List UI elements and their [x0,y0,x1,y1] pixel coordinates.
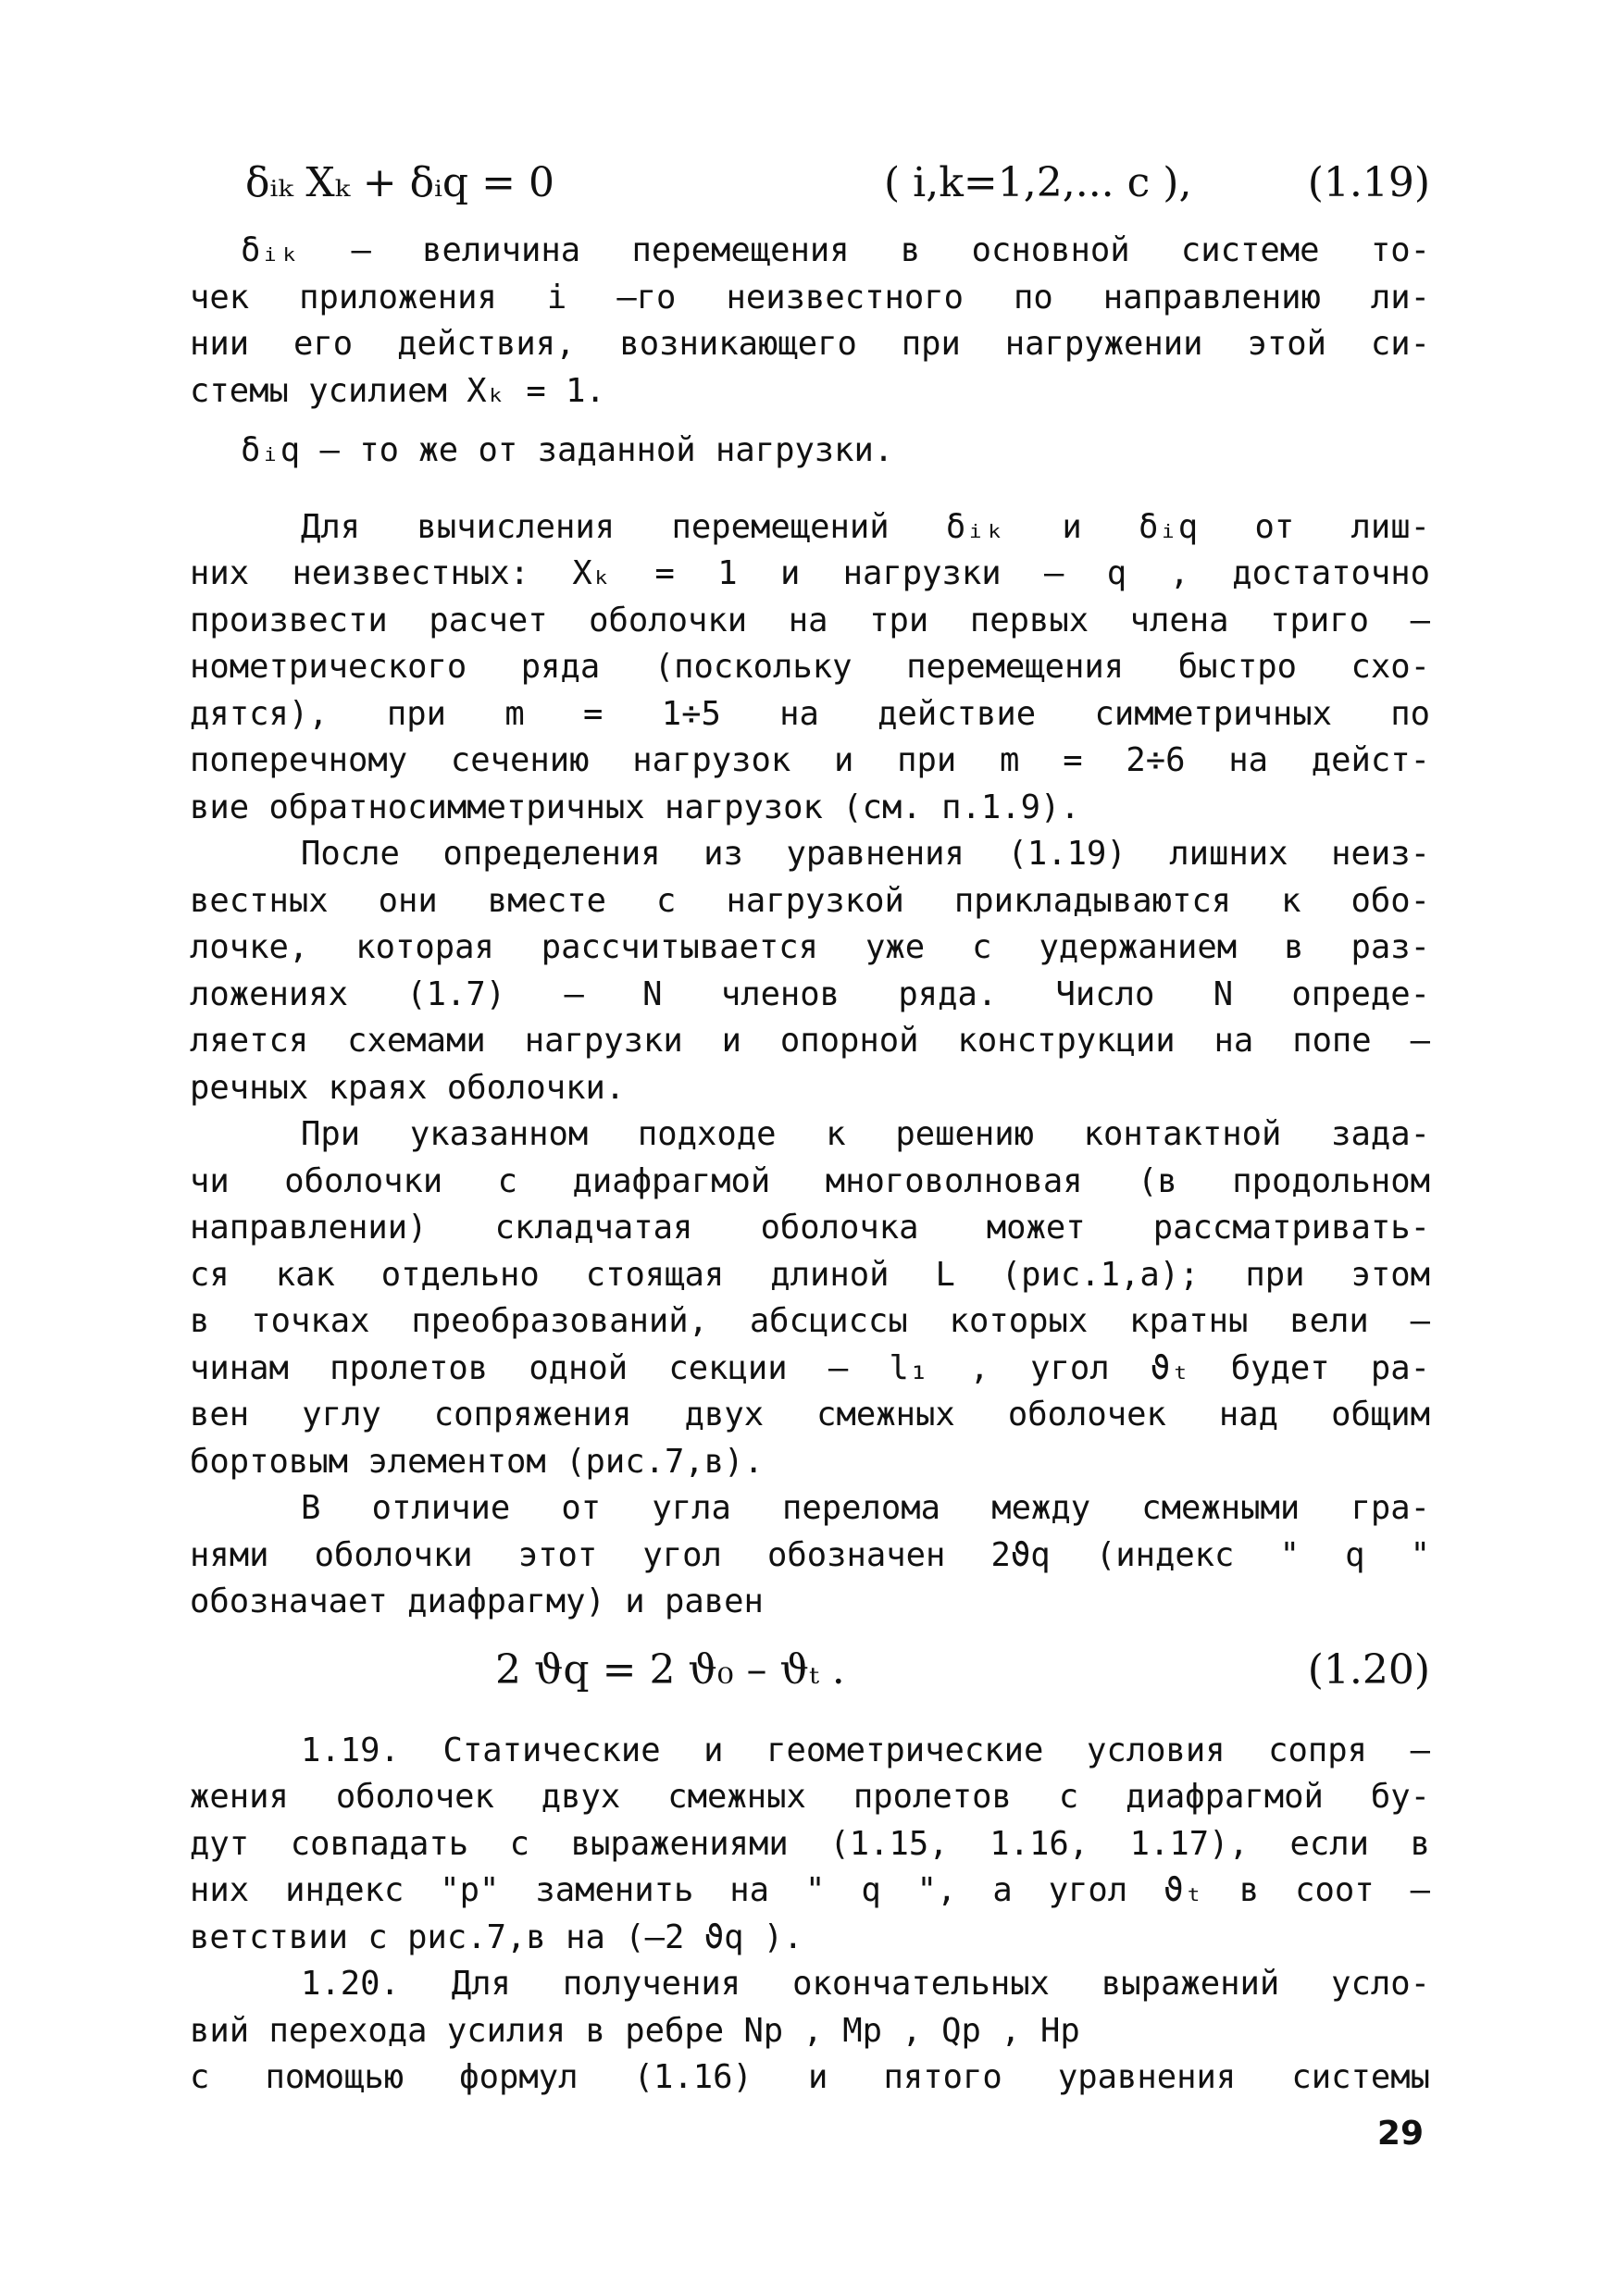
formula-1-19 [190,139,1430,228]
text-line: ложениях (1.7) – N членов ряда. Число N опреде- [190,974,1430,1013]
section-1-20 [190,1961,1430,2102]
text-line: них неизвестных: Xₖ = 1 и нагрузки – q , достаточно [190,554,1430,592]
text-line: речных краях оболочки. [190,1068,626,1107]
text-line: дут совпадать с выражениями (1.15, 1.16, 1.17), если в [190,1824,1430,1863]
text-line: вестных они вместе с нагрузкой прикладываются к обо- [190,881,1430,920]
text-line: ляется схемами нагрузки и опорной конструкции на попе – [190,1022,1430,1060]
text-line: лочке, которая рассчитывается уже с удержанием в раз- [190,928,1430,966]
text-line: дятся), при m = 1÷5 на действие симметричных по [190,694,1430,733]
text-line: вие обратносимметричных нагрузок (см. п.1.9). [190,788,1080,826]
formula-1-19-condition: ( i,k=1,2,... c ), [884,159,1192,206]
text-line: направлении) складчатая оболочка может рассматривать- [190,1209,1430,1247]
text-line: поперечному сечению нагрузок и при m = 2÷6 на дейст- [190,741,1430,779]
formula-1-20-expression: 2 ϑq = 2 ϑ₀ – ϑₜ . [495,1645,845,1694]
text-line: в точках преобразований, абсциссы которых кратны вели – [190,1302,1430,1340]
text-line: В отличие от угла перелома между смежными гра- [301,1489,1430,1527]
text-line: Для вычисления перемещений δᵢₖ и δᵢq от лиш- [301,507,1430,546]
text-line: 1.19. Статические и геометрические условия сопря – [301,1731,1430,1769]
formula-1-19-expression: δᵢₖ Xₖ + δᵢq = 0 [245,159,554,206]
paragraph-contact-problem [190,1111,1430,1485]
text-line: жения оболочек двух смежных пролетов с диафрагмой бу- [190,1778,1430,1816]
formula-1-19-number: (1.19) [1307,159,1430,206]
text-line: бортовым элементом (рис.7,в). [190,1442,764,1481]
text-line: чек приложения i –го неизвестного по направлению ли- [190,278,1430,316]
text-line: нометрического ряда (поскольку перемещения быстро схо- [190,648,1430,686]
text-line: 1.20. Для получения окончательных выражений усло- [301,1965,1430,2003]
text-line: вен углу сопряжения двух смежных оболочек над общим [190,1396,1430,1433]
text-line: При указанном подходе к решению контактной зада- [301,1115,1430,1153]
paragraph-displacements [190,504,1430,832]
text-line: обозначает диафрагму) и равен [190,1582,764,1620]
section-1-19 [190,1728,1430,1962]
text-line: δᵢₖ – величина перемещения в основной системе то- [241,231,1430,269]
formula-1-20-number: (1.20) [1307,1645,1430,1694]
page-number: 29 [1376,2115,1424,2153]
paragraph-after-determination [190,831,1430,1111]
text-line: произвести расчет оболочки на три первых члена триго – [190,601,1430,639]
text-line: ветствии с рис.7,в на (–2 ϑq ). [190,1917,803,1956]
paragraph-angle [190,1485,1430,1626]
text-line: вий перехода усилия в ребре Nр , Mр , Qр , Hр [190,2011,1080,2050]
text-line: с помощью формул (1.16) и пятого уравнения системы [190,2058,1430,2096]
text-line: чинам пролетов одной секции – l₁ , угол ϑₜ будет ра- [190,1348,1430,1387]
text-line: нями оболочки этот угол обозначен 2ϑq (индекс " q " [190,1535,1430,1574]
text-line: чи оболочки с диафрагмой многоволновая (в продольном [190,1161,1430,1200]
formula-1-20 [190,1626,1430,1715]
definition-delta-ik [190,228,1430,415]
text-line: δᵢq – то же от заданной нагрузки. [241,431,894,469]
text-line: После определения из уравнения (1.19) лишних неиз- [301,835,1430,873]
definition-delta-iq [190,428,1430,475]
text-line: стемы усилием Xₖ = 1. [190,371,605,410]
text-line: нии его действия, возникающего при нагружении этой си- [190,325,1430,363]
page-body [190,139,1430,2102]
text-line: ся как отдельно стоящая длиной L (рис.1,а); при этом [190,1255,1430,1294]
text-line: них индекс "р" заменить на " q ", а угол ϑₜ в соот – [190,1871,1430,1909]
